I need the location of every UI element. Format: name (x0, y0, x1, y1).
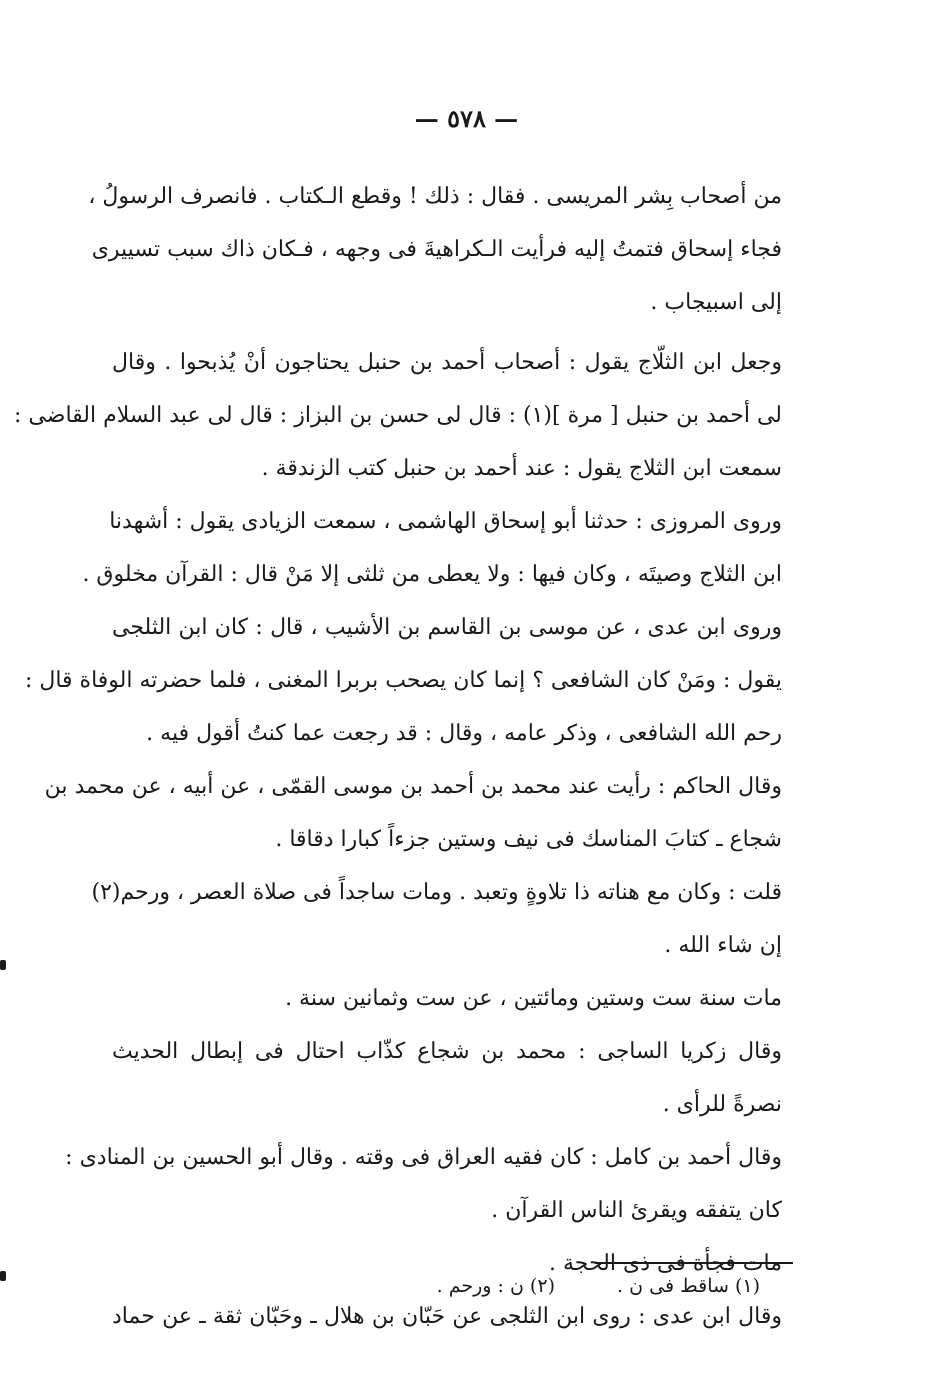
paragraph (44, 760, 782, 866)
footnote-2: (٢) ن : ورحم . (436, 1275, 555, 1297)
text-line: وجعل ابن الثلّاج يقول : أصحاب أحمد بن حنبل يحتاجون أنْ يُذبحوا . وقال (112, 350, 782, 375)
text-line: وقال زكريا الساجى : محمد بن شجاع كذّاب احتال فى إبطال الحديث (112, 1039, 782, 1064)
text-line: وروى المروزى : حدثنا أبو إسحاق الهاشمى ، سمعت الزيادى يقول : أشهدنا (109, 509, 782, 534)
text-line: من أصحاب بِشر المريسى . فقال : ذلك ! وقطع الـكتاب . فانصرف الرسولُ ، (88, 184, 782, 209)
scan-edge-mark (0, 960, 6, 970)
paragraph (88, 170, 782, 329)
text-line: قلت : وكان مع هناته ذا تلاوةٍ وتعبد . ومات ساجداً فى صلاة العصر ، ورحم(٢) (91, 880, 782, 905)
text-line: يقول : ومَنْ كان الشافعى ؟ إنما كان يصحب بربرا المغنى ، فلما حضرته الوفاة قال : (24, 668, 782, 693)
scan-edge-mark (0, 1271, 6, 1281)
paragraph (24, 601, 782, 760)
text-line: إلى اسبيجاب . (650, 290, 782, 315)
text-line: وقال ابن عدى : روى ابن الثلجى عن حَبّان بن هلال ـ وحَبّان ثقة ـ عن حماد (112, 1304, 782, 1329)
text-line: مات سنة ست وستين ومائتين ، عن ست وثمانين سنة . (285, 986, 782, 1011)
paragraph (65, 1131, 782, 1237)
text-line: سمعت ابن الثلاج يقول : عند أحمد بن حنبل كتب الزندقة . (261, 456, 782, 481)
text-line: شجاع ـ كتابَ المناسك فى نيف وستين جزءاً كبارا دقاقا . (275, 827, 782, 852)
text-line: وقال أحمد بن كامل : كان فقيه العراق فى وقته . وقال أبو الحسين بن المنادى : (65, 1145, 782, 1170)
main-text (14, 170, 782, 1343)
text-line: وقال الحاكم : رأيت عند محمد بن أحمد بن موسى القمّى ، عن أبيه ، عن محمد بن (44, 774, 782, 799)
page-number: — ٥٧٨ — (414, 104, 519, 133)
text-line: رحم الله الشافعى ، وذكر عامه ، وقال : قد رجعت عما كنتُ أقول فيه . (146, 721, 782, 746)
text-line: ابن الثلاج وصيتَه ، وكان فيها : ولا يعطى من ثلثى إلا مَنْ قال : القرآن مخلوق . (82, 562, 782, 587)
footnotes (300, 1268, 760, 1304)
text-line: فجاء إسحاق فتمتُ إليه فرأيت الـكراهيةَ فى وجهه ، فـكان ذاك سبب تسييرى (91, 237, 782, 262)
paragraph (14, 336, 782, 495)
text-line: إن شاء الله . (664, 933, 782, 958)
text-line: مات فجأة فى ذى الحجة . (549, 1251, 782, 1276)
text-line: لى أحمد بن حنبل [ مرة ](١) : قال لى حسن بن البزاز : قال لى عبد السلام القاضى : (14, 403, 782, 428)
text-line: نصرةً للرأى . (662, 1092, 782, 1117)
text-line: وروى ابن عدى ، عن موسى بن القاسم بن الأشيب ، قال : كان ابن الثلجى (112, 615, 782, 640)
footnote-divider (595, 1262, 793, 1264)
footnote-1: (١) ساقط فى ن . (617, 1275, 760, 1297)
paragraph (82, 495, 782, 601)
paragraph (91, 866, 782, 972)
paragraph (112, 972, 782, 1025)
paragraph (112, 1025, 782, 1131)
text-line: كان يتفقه ويقرئ الناس القرآن . (491, 1198, 782, 1223)
